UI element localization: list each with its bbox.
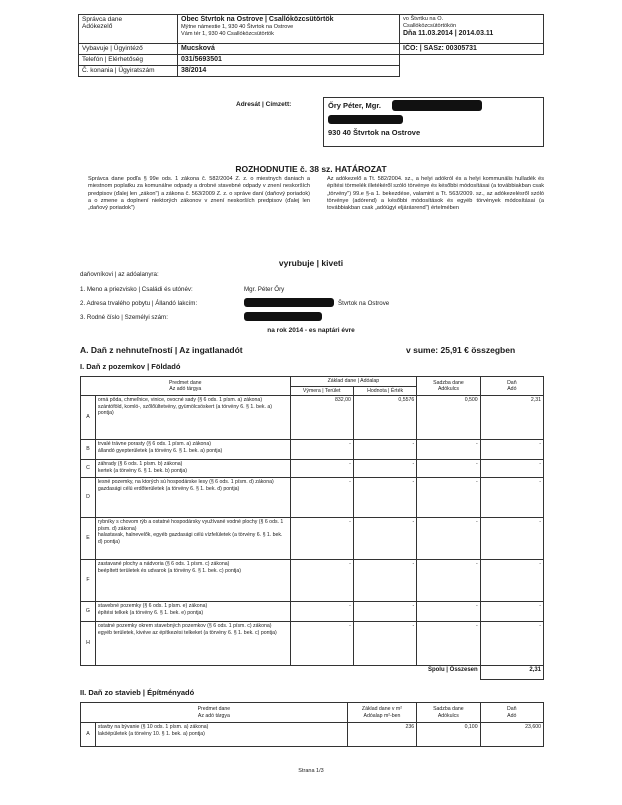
row-value: -: [353, 518, 416, 560]
building-head-rate: Sadzba dane Adókulcs: [417, 703, 480, 723]
row-area: -: [290, 622, 353, 666]
row-letter: H: [81, 622, 96, 666]
phone-value: 031/5693501: [181, 56, 222, 64]
row-description: stavby na bývanie (§ 10 ods. 1 písm. a) zákona) lakóépületek (a törvény 10. § 1. bek. a) pontja): [95, 723, 347, 747]
document-date: Dňa 11.03.2014 | 2014.03.11: [403, 29, 494, 37]
taxpayer-name-label: 1. Meno a priezvisko | Családi és utónév:: [80, 286, 193, 293]
land-head-base: Základ dane | Adóalap: [290, 377, 417, 387]
row-description: rybníky s chovom rýb a ostatné hospodársky využívané vodné plochy (§ 6 ods. 1 písm. d) zákona) halastavak, halnevelők, egyéb gazdasági célú vízfelületek (a törvény 6. § 1. bek. d) pontja): [95, 518, 290, 560]
row-letter: C: [81, 460, 96, 478]
row-tax: -: [480, 622, 543, 666]
row-description: stavebné pozemky (§ 6 ods. 1 písm. e) zákona) építési telkek (a törvény 6. § 1. bek. e) pontja): [95, 602, 290, 622]
row-description: lesné pozemky, na ktorých sú hospodárske lesy (§ 6 ods. 1 písm. d) zákona) gazdasági célú erdőterületek (a törvény 6. § 1. bek. d) pontja): [95, 478, 290, 518]
redaction-bar: [392, 100, 482, 111]
row-tax: -: [480, 460, 543, 478]
recipient-label: Adresát | Címzett:: [236, 101, 292, 108]
table-row: [81, 602, 544, 622]
row-value: -: [353, 560, 416, 602]
row-letter: E: [81, 518, 96, 560]
redaction-bar: [244, 298, 334, 307]
table-row: [81, 396, 544, 440]
phone-label: Telefón | Elérhetőség: [79, 55, 178, 66]
row-value: -: [353, 602, 416, 622]
row-area: -: [290, 560, 353, 602]
table-row: [81, 518, 544, 560]
taxpayer-address-value: Štvrtok na Ostrove: [338, 300, 390, 307]
row-value: -: [353, 622, 416, 666]
row-tax: -: [480, 440, 543, 460]
row-rate: 0,500: [417, 396, 480, 440]
row-base: 236: [347, 723, 416, 747]
recipient-box: [323, 97, 544, 147]
table-row: [81, 460, 544, 478]
row-area: -: [290, 478, 353, 518]
row-letter: G: [81, 602, 96, 622]
row-tax: -: [480, 560, 543, 602]
page-number: Strana 1/3: [298, 768, 324, 774]
land-sum-value: 2,31: [480, 666, 543, 680]
section-a-total: v sume: 25,91 € összegben: [406, 345, 516, 355]
recipient-city: 930 40 Štvrtok na Ostrove: [328, 128, 421, 137]
taxpayer-heading: daňovníkovi | az adóalanyra:: [80, 271, 159, 278]
table-row: [81, 478, 544, 518]
row-rate: -: [417, 602, 480, 622]
row-area: -: [290, 518, 353, 560]
table-row: [81, 560, 544, 602]
header-table: [78, 14, 544, 77]
row-area: -: [290, 602, 353, 622]
table-row: [81, 622, 544, 666]
row-description: ostatné pozemky okrem stavebných pozemkov (§ 6 ods. 1 písm. c) zákona) egyéb területek, kivéve az építkezési telkeket (a törvény 6. § 1. bek. c) pontja): [95, 622, 290, 666]
row-description: zastavané plochy a nádvoria (§ 6 ods. 1 písm. c) zákona) beépített területek és udvarok (a törvény 6. § 1. bek. c) pontja): [95, 560, 290, 602]
row-value: -: [353, 478, 416, 518]
land-head-value: Hodnota | Érték: [353, 386, 416, 396]
table-row: [81, 440, 544, 460]
land-head-rate: Sadzba dane Adókulcs: [417, 377, 480, 396]
decision-verb: vyrubuje | kiveti: [278, 258, 344, 268]
building-tax-title: II. Daň zo stavieb | Építményadó: [80, 688, 195, 697]
row-value: -: [353, 460, 416, 478]
row-tax: 2,31: [480, 396, 543, 440]
section-a-title: A. Daň z nehnuteľností | Az ingatlanadót: [80, 345, 243, 355]
land-head-area: Výmera | Terület: [290, 386, 353, 396]
place-sk: vo Štvrtku na O.: [403, 16, 444, 22]
row-rate: -: [417, 518, 480, 560]
row-tax: -: [480, 602, 543, 622]
land-head-tax: Daň Adó: [480, 377, 543, 396]
row-tax: -: [480, 478, 543, 518]
recipient-name: Őry Péter, Mgr.: [328, 101, 381, 110]
clerk-label: Vybavuje | Ügyintéző: [79, 44, 178, 55]
row-letter: A: [81, 723, 96, 747]
row-value: 0,5576: [353, 396, 416, 440]
authority-address-sk: Mýtne námestie 1, 930 40 Štvrtok na Ostrove: [181, 24, 294, 31]
row-tax: -: [480, 518, 543, 560]
row-area: -: [290, 460, 353, 478]
taxpayer-name-value: Mgr. Péter Őry: [244, 286, 285, 293]
row-rate: -: [417, 460, 480, 478]
clerk-value: Mucsková: [181, 45, 215, 52]
row-area: -: [290, 440, 353, 460]
redaction-bar: [328, 115, 403, 124]
row-description: orná pôda, chmeľnice, vinice, ovocné sady (§ 6 ods. 1 písm. a) zákona) szántóföld, komló-, szőlőültetvény, gyümölcsöskert (a törvény 6. § 1. bek. a) pontja): [95, 396, 290, 440]
land-head-subject: Predmet dane Az adó tárgya: [81, 377, 291, 396]
row-rate: -: [417, 478, 480, 518]
land-sum-label: Spolu | Összesen: [81, 666, 481, 680]
row-area: 832,00: [290, 396, 353, 440]
row-letter: F: [81, 560, 96, 602]
authority-name: Obec Štvrtok na Ostrove | Csallóközcsütörtök: [181, 16, 334, 23]
ref-label: Č. konania | Ügyiratszám: [79, 66, 178, 77]
building-head-subject: Predmet dane Az adó tárgya: [81, 703, 348, 723]
row-rate: 0,100: [417, 723, 480, 747]
building-head-base: Základ dane v m² Adóalap m²-ben: [347, 703, 416, 723]
tax-period: na rok 2014 - es naptári évre: [267, 327, 355, 334]
taxpayer-address-label: 2. Adresa trvalého pobytu | Állandó lakcím:: [80, 300, 198, 307]
taxpayer-id-label: 3. Rodné číslo | Személyi szám:: [80, 314, 168, 321]
row-tax: 23,600: [480, 723, 543, 747]
ref-value: 38/2014: [181, 67, 207, 75]
land-tax-title: I. Daň z pozemkov | Földadó: [80, 362, 181, 371]
row-rate: -: [417, 440, 480, 460]
building-tax-table: [80, 702, 544, 747]
table-row: [81, 723, 544, 747]
row-rate: -: [417, 560, 480, 602]
ico-value: IČO: | SASz: 00305731: [403, 45, 477, 52]
row-value: -: [353, 440, 416, 460]
place-hu: Csallóközcsütörtökön: [403, 22, 457, 29]
row-description: trvalé trávne porasty (§ 6 ods. 1 písm. a) zákona) állandó gyepterületek (a törvény 6. § 1. bek. a) pontja): [95, 440, 290, 460]
decision-title: ROZHODNUTIE č. 38 sz. HATÁROZAT: [235, 164, 387, 174]
row-letter: A: [81, 396, 96, 440]
land-tax-table: [80, 376, 544, 680]
authority-address-hu: Vám tér 1, 930 40 Csallóközcsütörtök: [181, 31, 274, 38]
row-rate: -: [417, 622, 480, 666]
row-letter: D: [81, 478, 96, 518]
row-letter: B: [81, 440, 96, 460]
authority-label: Správca dane Adókezelő: [79, 15, 178, 44]
building-head-tax: Daň Adó: [480, 703, 543, 723]
row-description: záhrady (§ 6 ods. 1 písm. b) zákona) kertek (a törvény 6. § 1. bek. b) pontja): [95, 460, 290, 478]
redaction-bar: [244, 312, 322, 321]
intro-hu: Az adókezelő a Tt. 582/2004. sz., a helyi adókról és a helyi kommunális hulladék és építési törmelék illetékéről szóló törvénye és későbbi módosításai (a továbbiakban csak „törvény") 99.e §-a 1. bekezdése, valamint a Tt. 563/2009. sz., az adókezelésről szóló törvénye (adórend) a későbbi módosítások és egyéb törvények módosításai (a továbbiakban csak „adóügyi eljárásrend") értelmében: [327, 176, 544, 212]
intro-sk: Správca dane podľa § 99e ods. 1 zákona č. 582/2004 Z. z. o miestnych daniach a miestnom poplatku za komunálne odpady a drobné stavebné odpady v znení neskorších predpisov (ďalej len „zákon") a zákona č. 563/2009 Z. z. o správe daní (daňový poriadok) a o zmene a doplnení niektorých zákonov v znení neskorších predpisov (ďalej len „daňový poriadok"): [88, 176, 310, 212]
